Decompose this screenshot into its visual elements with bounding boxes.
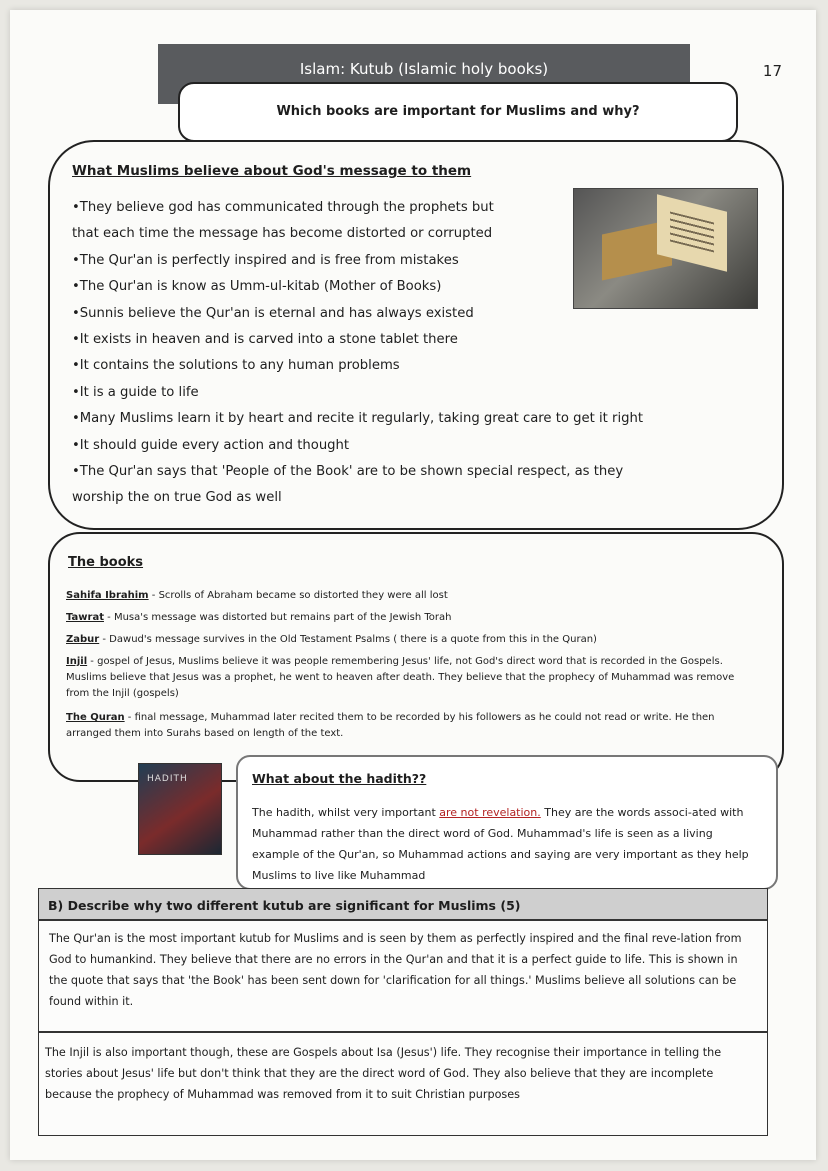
belief-item: •They believe god has communicated through the prophets but <box>72 200 494 215</box>
belief-item: •It exists in heaven and is carved into a stone tablet there <box>72 332 458 348</box>
page-subtitle: Which books are important for Muslims and why? <box>178 82 738 142</box>
belief-item: •Sunnis believe the Qur'an is eternal and has always existed <box>72 305 474 321</box>
page-number: 17 <box>762 62 782 80</box>
book-description: - Musa's message was distorted but remains part of the Jewish Torah <box>103 612 452 623</box>
hadith-text-end: They are the words associ-ated with Muhammad rather than the direct word of God. Muhammad's life is seen as a living example of the Qur'an, so Muhammad actions and saying are very important as they help Muslims to live like Muhammad <box>252 806 749 882</box>
hadith-book-label: HADITH <box>147 774 188 784</box>
belief-heading: What Muslims believe about God's message to them <box>72 163 472 179</box>
hadith-heading: What about the hadith?? <box>252 771 427 786</box>
hadith-text <box>252 802 756 886</box>
hadith-book-image <box>138 763 222 855</box>
belief-item: •Many Muslims learn it by heart and recite it regularly, taking great care to get it right <box>72 411 644 427</box>
belief-item: that each time the message has become distorted or corrupted <box>72 226 493 242</box>
belief-item: •The Qur'an says that 'People of the Book' are to be shown special respect, as they <box>72 464 624 480</box>
book-description: - Dawud's message survives in the Old Testament Psalms ( there is a quote from this in the Quran) <box>99 634 597 645</box>
belief-item: •It should guide every action and thought <box>72 437 350 453</box>
hadith-text-start: The hadith, whilst very important <box>252 806 440 819</box>
book-item <box>66 654 746 702</box>
belief-item: •It is a guide to life <box>72 384 199 400</box>
hadith-highlight: are not revelation. <box>439 806 541 819</box>
book-name: Injil <box>66 656 88 667</box>
book-item <box>66 632 746 648</box>
book-description: - gospel of Jesus, Muslims believe it was people remembering Jesus' life, not God's direct word that is recorded in the Gospels. Muslims believe that Jesus was a prophet, he went to heaven after death. They believe that the prophecy of Muhammad was remove from the Injil (gospels) <box>66 656 735 699</box>
book-description: - final message, Muhammad later recited them to be recorded by his followers as he could not read or write. He then arranged them into Surahs based on length of the text. <box>66 712 715 739</box>
page-title: Islam: Kutub (Islamic holy books) <box>158 44 690 104</box>
book-item <box>66 610 746 626</box>
books-heading: The books <box>68 555 144 570</box>
book-item <box>66 710 746 742</box>
belief-list <box>72 195 762 512</box>
answer-paragraph-2: The Injil is also important though, these are Gospels about Isa (Jesus') life. They recognise their importance in telling the stories about Jesus' life but don't think that they are the direct word of God. They also believe that they are incomplete because the prophecy of Muhammad was removed from it to suit Christian purposes <box>38 1032 768 1136</box>
book-name: The Quran <box>66 712 125 723</box>
book-name: Tawrat <box>66 612 104 623</box>
book-name: Sahifa Ibrahim <box>66 590 149 601</box>
answer-paragraph-1: The Qur'an is the most important kutub for Muslims and is seen by them as perfectly inspired and the final reve-lation from God to humankind. They believe that there are no errors in the Qur'an and that it is a perfect guide to life. This is shown in the quote that says that 'the Book' has been sent down for 'clarification for all things.' Muslims believe all solutions can be found within it. <box>38 920 768 1032</box>
book-description: - Scrolls of Abraham became so distorted they were all lost <box>148 590 448 601</box>
belief-item: •The Qur'an is perfectly inspired and is free from mistakes <box>72 252 459 268</box>
hadith-section <box>236 755 778 890</box>
belief-item: •It contains the solutions to any human problems <box>72 358 400 374</box>
exam-question: B) Describe why two different kutub are significant for Muslims (5) <box>38 888 768 920</box>
belief-item: •The Qur'an is know as Umm-ul-kitab (Mother of Books) <box>72 279 442 295</box>
book-name: Zabur <box>66 634 100 645</box>
book-item <box>66 588 746 604</box>
belief-item: worship the on true God as well <box>72 490 282 506</box>
